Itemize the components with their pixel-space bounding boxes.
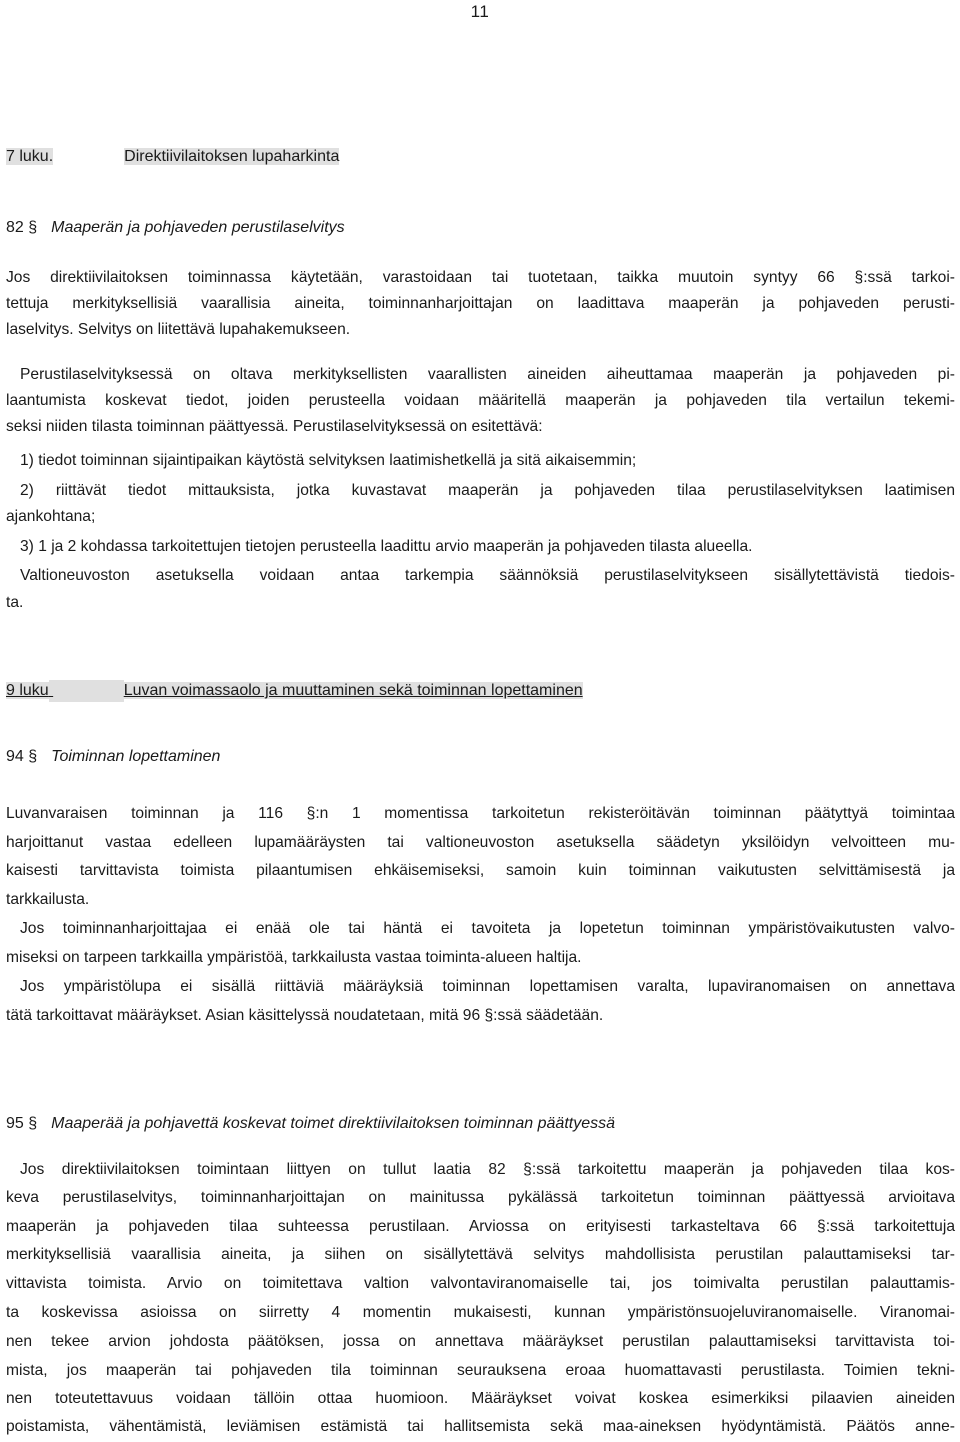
s82-line-3: laselvitys. Selvitys on liitettävä lupahakemukseen. [6,321,351,338]
section-82-title: Maaperän ja pohjaveden perustilaselvitys [51,219,345,236]
s95-line-3: maaperän ja pohjaveden tilaa suhteessa perustilaan. Arviossa on erityisesti tarkasteltava 66 §:ssä tarkoitettuja [6,1218,955,1235]
s94-line-4: tarkkailusta. [6,891,90,908]
chapter-9-heading [6,680,583,702]
s95-line-9: nen toteutettavuus voidaan tällöin ottaa huomioon. Määräykset voivat koskea esimerkiksi pilaavien aineiden [6,1390,955,1407]
section-94-title: Toiminnan lopettaminen [51,748,221,765]
s94-line-2: harjoittanut vastaa edelleen lupamääräysten tai valtioneuvoston asetuksella säädetyn yksilöidyn velvoitteen mu- [6,834,955,851]
s82-line-6: seksi niiden tilasta toiminnan päättyessä. Perustilaselvityksessä on esitettävä: [6,418,543,435]
s95-line-10: poistamista, vähentämistä, leviämisen estämistä tai hallitsemista sekä maa-aineksen hyödyntämistä. Päätös anne- [6,1418,955,1435]
section-95-heading [6,1112,615,1136]
chapter-9-label: 9 luku [6,682,49,699]
s82-item-2-cont: ajankohtana; [6,508,96,525]
s95-line-7: nen tekee arvion johdosta päätöksen, jossa on annettava määräykset perustilan palauttamiseksi tarvittavista toi- [6,1333,955,1350]
s94-line-8: tätä tarkoittavat määräykset. Asian käsittelyssä noudatetaan, mitä 96 §:ssä säädetään. [6,1007,604,1024]
chapter-9-gap [49,680,124,702]
s82-line-4: Perustilaselvityksessä on oltava merkityksellisten vaarallisten aineiden aiheuttamaa maaperän ja pohjaveden pi- [20,366,955,383]
section-94-heading [6,745,220,769]
s95-line-6: ta koskevissa asioissa on siirretty 4 momentin mukaisesti, kunnan ympäristönsuojeluviranomaiselle. Viranomai- [6,1304,955,1321]
s94-line-7: Jos ympäristölupa ei sisällä riittäviä määräyksiä toiminnan lopettamisen varalta, lupaviranomaisen on annettava [20,978,955,995]
section-94-number: 94 § [6,748,38,765]
section-95-title: Maaperää ja pohjavettä koskevat toimet direktiivilaitoksen toiminnan päättyessä [51,1115,615,1132]
page-number: 11 [470,2,490,21]
s94-line-5: Jos toiminnanharjoittajaa ei enää ole tai häntä ei tavoiteta ja lopetetun toiminnan ympäristövaikutusten valvo- [20,920,955,937]
s95-line-2: keva perustilaselvitys, toiminnanharjoittajan on mainitussa pykälässä tarkoitetun toiminnan päättyessä arvioitava [6,1189,955,1206]
s94-line-6: miseksi on tarpeen tarkkailla ympäristöä, tarkkailusta vastaa toiminta-alueen haltija. [6,949,582,966]
s94-line-1: Luvanvaraisen toiminnan ja 116 §:n 1 momentissa tarkoitetun rekisteröitävän toiminnan päätyttyä toimintaa [6,805,955,822]
s95-line-5: vittavista toimista. Arvio on toimitettava valtion valvontaviranomaiselle tai, jos toimivalta perustilan palauttamis- [6,1275,955,1292]
s82-item-1: 1) tiedot toiminnan sijaintipaikan käytöstä selvityksen laatimishetkellä ja sitä aikaisemmin; [20,452,637,469]
section-82-heading [6,216,345,240]
s82-line-1: Jos direktiivilaitoksen toiminnassa käytetään, varastoidaan tai tuotetaan, taikka muutoin syntyy 66 §:ssä tarkoi- [6,269,955,286]
section-82-number: 82 § [6,219,38,236]
chapter-7-label: 7 luku. [6,148,54,165]
s82-item-2: 2) riittävät tiedot mittauksista, jotka kuvastavat maaperän ja pohjaveden tilaa perustilaselvityksen laatimisen [20,482,955,499]
s95-line-1: Jos direktiivilaitoksen toimintaan liittyen on tullut laatia 82 §:ssä tarkoitettu maaperän ja pohjaveden tilaa kos- [20,1161,955,1178]
chapter-7-title: Direktiivilaitoksen lupaharkinta [124,148,340,165]
s82-line-2: tettuja merkityksellisiä vaarallisia aineita, toiminnanharjoittajan on laadittava maaperän ja pohjaveden perusti- [6,295,955,312]
section-95-number: 95 § [6,1115,38,1132]
s82-line-5: laantumista koskevat tiedot, joiden perusteella voidaan määritellä maaperän ja pohjaveden tila vertailun tekemi- [6,392,955,409]
s82-item-3: 3) 1 ja 2 kohdassa tarkoitettujen tietojen perusteella laadittu arvio maaperän ja pohjaveden tilasta alueella. [20,538,753,555]
s82-line-final: Valtioneuvoston asetuksella voidaan antaa tarkempia säännöksiä perustilaselvitykseen sisällytettävistä tiedois- [20,567,955,584]
s94-line-3: kaisesti tarvittavista toimista pilaantumisen ehkäisemiseksi, samoin kuin toiminnan vaikutusten selvittämisestä ja [6,862,955,879]
chapter-9-title: Luvan voimassaolo ja muuttaminen sekä toiminnan lopettaminen [123,682,583,699]
chapter-7-heading [6,146,339,168]
s95-line-4: merkityksellisiä vaarallisia aineita, ja siihen on sisällytettävä selvitys mahdollisista perustilan palauttamiseksi tar- [6,1246,955,1263]
s82-line-final-cont: ta. [6,594,24,611]
s95-line-8: mista, jos maaperän tai pohjaveden tila toiminnan seurauksena eroaa huomattavasti perustilasta. Toimien tekni- [6,1362,955,1379]
